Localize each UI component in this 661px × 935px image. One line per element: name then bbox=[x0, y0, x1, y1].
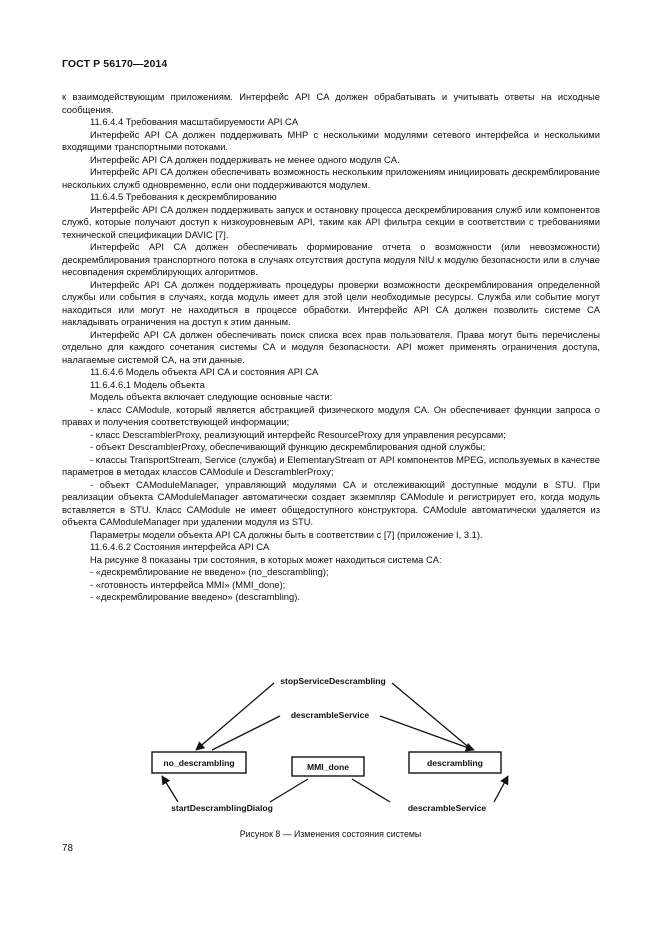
paragraph: Интерфейс API CA должен поддерживать МНР с несколькими модулями сетевого интерфейса и несколькими входящими транспортными потоками. bbox=[62, 128, 600, 152]
transition-arrow bbox=[392, 683, 472, 750]
paragraph: Модель объекта включает следующие основные части: bbox=[90, 391, 333, 402]
paragraph: к взаимодействующим приложениям. Интерфейс API CA должен обрабатывать и учитывать ответы на исходные сообщения. bbox=[62, 91, 600, 115]
document-header: ГОСТ Р 56170—2014 bbox=[62, 58, 168, 70]
list-item: - объект CAModuleManager, управляющий модулями CA и отслеживающий доступные модули в STU. При реализации объекта CAModuleManager автоматически создает экземпляр CAModule и регистрирует его, когда модуль вставляется в STU. Класс CAModule не имеет общедоступного конструктора. CAModule автоматически удаляется из объекта CAModuleManager при удалении модуля из STU. bbox=[62, 478, 600, 527]
list-item: - класс CAModule, который является абстракцией физического модуля CA. Он обеспечивает функции запроса о правах и получения соответствующей информации; bbox=[62, 403, 600, 427]
paragraph: На рисунке 8 показаны три состояния, в которых может находиться система CA: bbox=[90, 553, 442, 565]
transition-arrow bbox=[352, 779, 390, 802]
section-heading: 11.6.4.6 Модель объекта API CA и состояния API CA bbox=[90, 366, 319, 377]
transition-label-descramble-service-bottom: descrambleService bbox=[407, 803, 487, 813]
paragraph: Интерфейс API CA должен обеспечивать формирование отчета о возможности (или невозможности) дескремблирования транспортного потока в случаях отсутствия доступа модуля NIU к модулю безопасности или в случае несовпадения скремблирующих алгоритмов. bbox=[62, 241, 600, 277]
document-body bbox=[62, 91, 600, 604]
state-label-descrambling: descrambling bbox=[427, 758, 483, 768]
state-label-no-descrambling: no_descrambling bbox=[163, 758, 235, 768]
section-heading: 11.6.4.6.2 Состояния интерфейса API CA bbox=[90, 541, 270, 552]
transition-arrow bbox=[270, 779, 308, 802]
list-item: - «готовность интерфейса MMI» (MMI_done); bbox=[90, 578, 286, 590]
state-diagram bbox=[62, 668, 600, 828]
paragraph: Интерфейс API CA должен поддерживать процедуры проверки возможности дескремблирования определенной службы или события в случаях, когда модуль имеет для этой цели необходимые ресурсы. Служба или событие могут находиться или могут не находиться в процессе обработки. Интерфейс API CA должен позволить системе CA накладывать ограничения на доступ к этим данным. bbox=[62, 278, 600, 327]
state-diagram-svg bbox=[62, 668, 600, 828]
list-item: - «дескремблирование введено» (descrambling). bbox=[90, 591, 300, 602]
transition-label-descramble-service-top: descrambleService bbox=[290, 710, 370, 720]
transition-arrow bbox=[380, 716, 474, 750]
transition-arrow bbox=[196, 683, 274, 750]
transition-arrow bbox=[162, 776, 178, 802]
section-heading: 11.6.4.5 Требования к дескремблированию bbox=[90, 191, 277, 202]
paragraph: Интерфейс API CA должен обеспечивать возможность нескольким приложениям инициировать дескремблирование нескольких служб одновременно, если они поддерживаются модулем. bbox=[62, 166, 600, 190]
transition-arrow bbox=[494, 776, 508, 802]
list-item: - класс DescramblerProxy, реализующий интерфейс ResourceProxy для управления ресурсами; bbox=[90, 428, 506, 440]
list-item: - объект DescramblerProxy, обеспечивающий функцию дескремблирования одной службы; bbox=[90, 441, 486, 452]
transition-arrow bbox=[212, 716, 280, 750]
section-heading: 11.6.4.4 Требования масштабируемости API CA bbox=[90, 116, 299, 127]
paragraph: Интерфейс API CA должен обеспечивать поиск списка всех прав пользователя. Права могут быть перечислены отдельно для каждого сочетания системы CA и модуля безопасности. API может применять ограничения доступа, налагаемые системой CA, на эти данные. bbox=[62, 328, 600, 365]
transition-label-start-descrambling-dialog: startDescramblingDialog bbox=[171, 803, 273, 813]
section-heading: 11.6.4.6.1 Модель объекта bbox=[90, 378, 205, 390]
paragraph: Параметры модели объекта API CA должны быть в соответствии с [7] (приложение I, 3.1). bbox=[90, 528, 483, 540]
transition-label-stop-service-descrambling: stopServiceDescrambling bbox=[280, 676, 386, 686]
figure-caption: Рисунок 8 — Изменения состояния системы bbox=[239, 829, 422, 839]
list-item: - классы TransportStream, Service (служба) и ElementaryStream от API компонентов MPEG, используемых в качестве параметров в методах классов CAModule и DescramblerProxy; bbox=[62, 453, 600, 477]
paragraph: Интерфейс API CA должен поддерживать не менее одного модуля CA. bbox=[90, 153, 400, 165]
list-item: - «дескремблирование не введено» (no_descrambling); bbox=[90, 566, 329, 577]
page-number: 78 bbox=[62, 843, 73, 854]
paragraph: Интерфейс API CA должен поддерживать запуск и остановку процесса дескремблирования служб или компонентов служб, которые получают доступ к низкоуровневым API, таким как API фильтра секции в соответствии с требованиями технической спецификации DAVIC [7]. bbox=[62, 203, 600, 240]
state-label-mmi-done: MMI_done bbox=[306, 762, 350, 772]
